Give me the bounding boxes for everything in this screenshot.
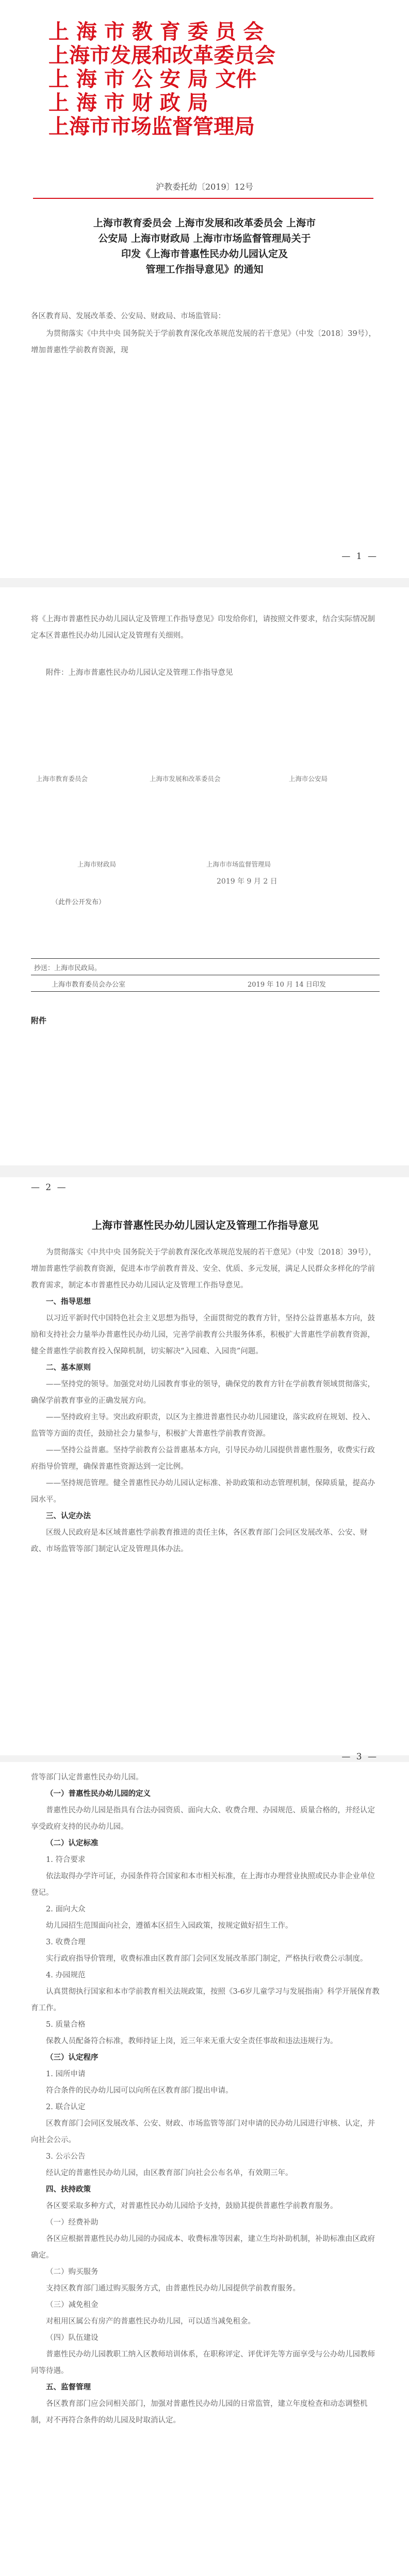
- red-divider: [33, 198, 373, 199]
- title-line: 公安局 上海市财政局 上海市市场监督管理局关于: [98, 233, 311, 244]
- body-paragraph: 为贯彻落实《中共中央 国务院关于学前教育深化改革规范发展的若干意见》（中发〔2018〕39号），增加普惠性学前教育资源，现: [31, 330, 376, 354]
- title-line: 印发《上海市普惠性民办幼儿园认定及: [121, 248, 288, 260]
- support-item: （二）购买服务: [46, 2268, 99, 2276]
- page-3: [0, 1177, 409, 1755]
- criteria-item: 1. 符合要求: [46, 1856, 86, 1864]
- appendix-label: 附件: [31, 1016, 47, 1025]
- support-item: 支持区教育部门通过购买服务方式，由普惠性民办幼儿园提供学前教育服务。: [46, 2284, 300, 2293]
- page-1: [0, 0, 409, 578]
- section-paragraph: 以习近平新时代中国特色社会主义思想为指导，全面贯彻党的教育方针，坚持公益普惠基本方向，鼓励和支持社会力量举办普惠性民办幼儿园，完善学前教育公共服务体系，积极扩大普惠性学前教育资源，健全普惠性学前教育投入保障机制，切实解决“入园难、入园贵”问题。: [31, 1314, 375, 1355]
- support-item: 对租用区属公有房产的普惠性民办幼儿园，可以适当减免租金。: [46, 2317, 255, 2326]
- letterhead-line-5: 上海市市场监督管理局: [48, 115, 255, 139]
- support-item: 普惠性民办幼儿园教职工纳入区教师培训体系，在职称评定、评优评先等方面享受与公办幼儿园教师同等待遇。: [31, 2350, 375, 2375]
- body-continuation: 营等部门认定普惠性民办幼儿园。: [31, 1773, 143, 1782]
- page-4: [0, 1752, 409, 2576]
- criteria-item: 认真贯彻执行国家和本市学前教育相关法规政策，按照《3-6岁儿童学习与发展指南》科学开展保育教育工作。: [31, 1988, 380, 2012]
- subsection-heading: （三）认定程序: [46, 2053, 99, 2062]
- support-item: 各区应根据普惠性民办幼儿园的办园成本、收费标准等因素，建立生均补助机制，补助标准由区政府确定。: [31, 2235, 375, 2260]
- body-paragraph: 将《上海市普惠性民办幼儿园认定及管理工作指导意见》印发给你们，请按照文件要求，结合实际情况制定本区普惠性民办幼儿园认定及管理有关细则。: [31, 615, 375, 640]
- page-2: [0, 587, 409, 1165]
- support-item: （三）减免租金: [46, 2301, 99, 2309]
- sign-date: 2019 年 9 月 2 日: [217, 877, 277, 886]
- divider: [31, 991, 380, 992]
- letterhead-line-1: 上 海 市 教 育 委 员 会: [48, 20, 264, 44]
- procedure-step: 符合条件的民办幼儿园可以向所在区教育部门提出申请。: [46, 2087, 233, 2095]
- page-number: — 3 —: [341, 1752, 378, 1762]
- signer: 上海市市场监督管理局: [206, 860, 271, 868]
- section-paragraph: 各区要采取多种方式，对普惠性民办幼儿园给予支持，鼓励其提供普惠性学前教育服务。: [46, 2202, 338, 2210]
- letterhead-line-4: 上 海 市 财 政 局: [48, 91, 208, 115]
- page-number: — 1 —: [341, 551, 378, 562]
- title-line: 管理工作指导意见》的通知: [145, 264, 264, 275]
- procedure-step: 区教育部门会同区发展改革、公安、财政、市场监管等部门对申请的民办幼儿园进行审核、认定，并向社会公示。: [31, 2120, 375, 2144]
- section-heading: 五、监督管理: [46, 2383, 91, 2392]
- support-item: （四）队伍建设: [46, 2334, 99, 2342]
- criteria-item: 3. 收费合理: [46, 1938, 86, 1946]
- signer: 上海市财政局: [77, 860, 117, 868]
- divider: [31, 958, 380, 959]
- principle-item: ——坚持公益普惠。坚持学前教育公益普惠基本方向，引导民办幼儿园提供普惠性服务，收费实行政府指导价管理，确保普惠性资源达到一定比例。: [31, 1446, 375, 1471]
- recipients: 各区教育局、发展改革委、公安局、财政局、市场监管局：: [31, 312, 225, 320]
- support-item: （一）经费补助: [46, 2218, 99, 2227]
- letterhead-line-3: 上 海 市 公 安 局 文件: [48, 67, 257, 91]
- procedure-step: 2. 联合认定: [46, 2103, 86, 2111]
- subsection-paragraph: 普惠性民办幼儿园是指具有合法办园资质、面向大众、收费合理、办园规范、质量合格的，并经认定享受政府支持的民办幼儿园。: [31, 1806, 375, 1831]
- section-heading: 三、认定办法: [46, 1512, 91, 1520]
- appendix-body-continued: [31, 1769, 380, 2429]
- principle-item: ——坚持政府主导。突出政府职责，以区为主推进普惠性民办幼儿园建设，落实政府在规划、投入、监管等方面的责任，鼓励社会力量参与，积极扩大普惠性学前教育资源。: [31, 1413, 375, 1438]
- section-paragraph: 各区教育部门应会同相关部门，加强对普惠性民办幼儿园的日常监管，建立年度检查和动态调整机制，对不再符合条件的幼儿园及时取消认定。: [31, 2400, 368, 2425]
- intro-paragraph: 为贯彻落实《中共中央 国务院关于学前教育深化改革规范发展的若干意见》（中发〔2018〕39号），增加普惠性学前教育资源，促进本市学前教育普及、安全、优质、多元发展，满足人民群众多样化的学前教育需求，制定本市普惠性民办幼儿园认定及管理工作指导意见。: [31, 1248, 376, 1290]
- criteria-item: 2. 面向大众: [46, 1905, 86, 1913]
- issuer: 上海市教育委员会办公室: [52, 981, 126, 989]
- signer: 上海市发展和改革委员会: [150, 775, 221, 783]
- notice-title: [36, 215, 373, 277]
- attachment-note: 附件：上海市普惠性民办幼儿园认定及管理工作指导意见: [46, 669, 233, 677]
- procedure-step: 1. 园所申请: [46, 2070, 86, 2078]
- principle-item: ——坚持规范管理。健全普惠性民办幼儿园认定标准、补助政策和动态管理机制，保障质量，提高办园水平。: [31, 1479, 375, 1504]
- criteria-item: 幼儿园招生范围面向社会，遵循本区招生入园政策，按规定做好招生工作。: [46, 1922, 293, 1930]
- criteria-item: 依法取得办学许可证，办园条件符合国家和本市相关标准，在上海市办理营业执照或民办非企业单位登记。: [31, 1872, 375, 1897]
- appendix-body: [31, 1244, 380, 1557]
- title-line: 上海市教育委员会 上海市发展和改革委员会 上海市: [93, 217, 316, 229]
- signer: 上海市公安局: [289, 775, 328, 783]
- criteria-item: 实行政府指导价管理，收费标准由区教育部门会同区发展改革部门制定，严格执行收费公示制度。: [46, 1955, 368, 1963]
- criteria-item: 5. 质量合格: [46, 2021, 86, 2029]
- section-paragraph: 区级人民政府是本区域普惠性学前教育推进的责任主体，各区教育部门会同区发展改革、公安、财政、市场监管等部门制定认定及管理具体办法。: [31, 1529, 368, 1553]
- criteria-item: 4. 办园规范: [46, 1971, 86, 1979]
- letterhead-line-2: 上海市发展和改革委员会: [48, 44, 275, 67]
- cc-line: 抄送：上海市民政局。: [34, 964, 102, 972]
- signer: 上海市教育委员会: [36, 775, 88, 783]
- appendix-title: 上海市普惠性民办幼儿园认定及管理工作指导意见: [92, 1219, 319, 1231]
- section-heading: 二、基本原则: [46, 1363, 91, 1372]
- document-number: 沪教委托幼〔2019〕12号: [155, 182, 254, 192]
- section-heading: 一、指导思想: [46, 1297, 91, 1306]
- issue-date: 2019 年 10 月 14 日印发: [248, 981, 326, 989]
- principle-item: ——坚持党的领导。加强党对幼儿园教育事业的领导，确保党的教育方针在学前教育领域贯彻落实，确保学前教育事业的正确发展方向。: [31, 1380, 375, 1405]
- page-number: — 2 —: [31, 1182, 68, 1193]
- procedure-step: 3. 公示公告: [46, 2153, 86, 2161]
- section-heading: 四、扶持政策: [46, 2185, 91, 2194]
- public-note: （此件公开发布）: [52, 899, 106, 906]
- criteria-item: 保教人员配备符合标准，教师持证上岗，近三年来无重大安全责任事故和违法违规行为。: [46, 2037, 338, 2045]
- subsection-heading: （二）认定标准: [46, 1839, 99, 1848]
- subsection-heading: （一）普惠性民办幼儿园的定义: [46, 1789, 151, 1798]
- procedure-step: 经认定的普惠性民办幼儿园，由区教育部门向社会公布名单，有效期三年。: [46, 2169, 293, 2177]
